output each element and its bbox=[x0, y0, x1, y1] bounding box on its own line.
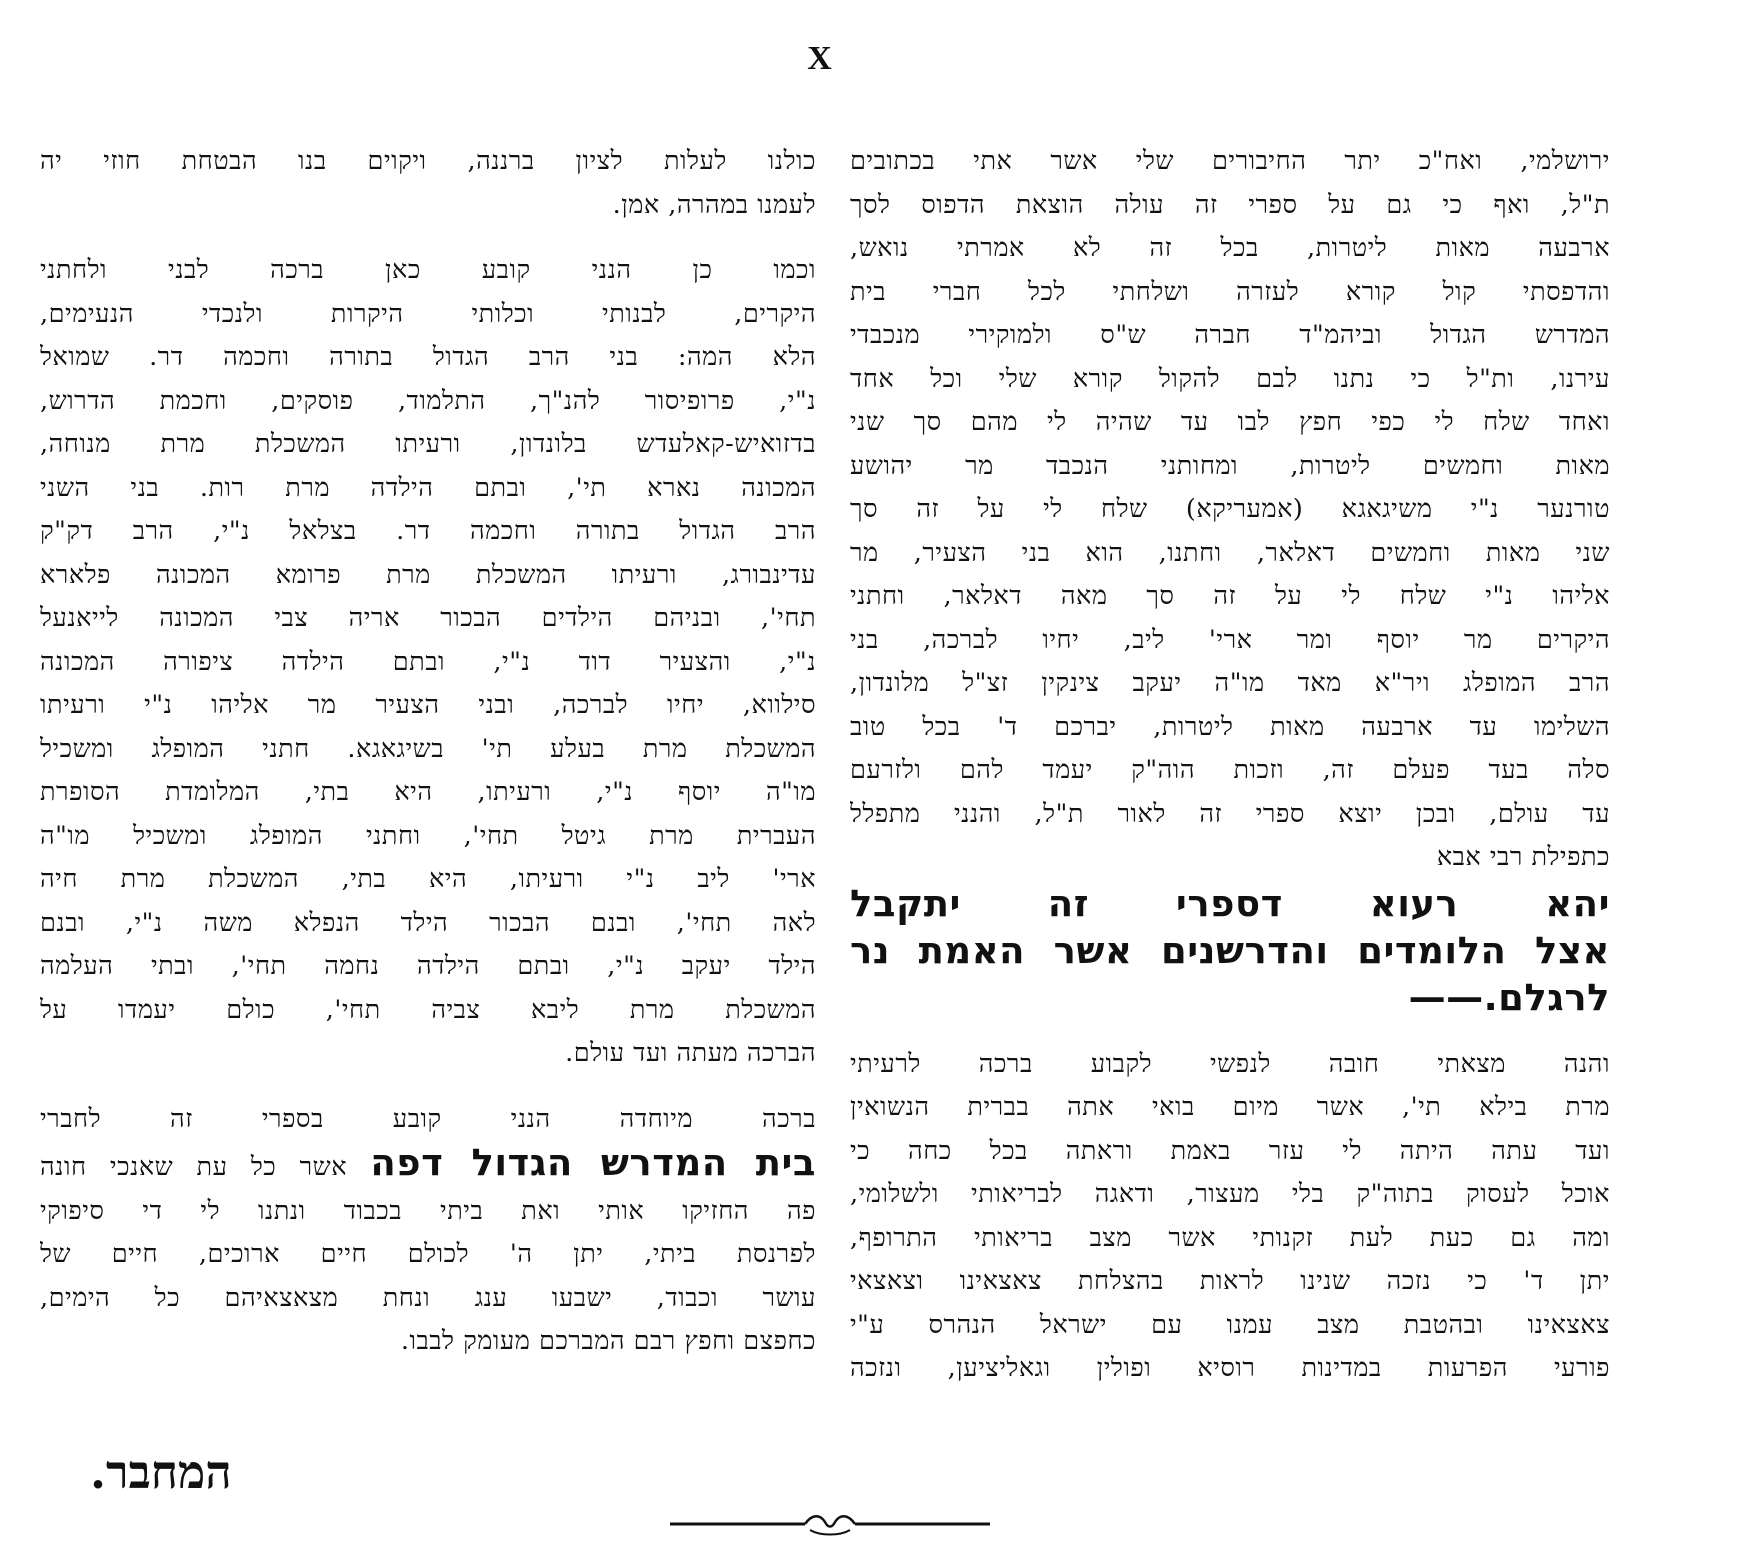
left-column bbox=[40, 140, 816, 1386]
text-line: מרת בילא תי', אשר מיום בואי אתה בברית הנשואין bbox=[850, 1092, 1610, 1122]
author-signature: המחבר. bbox=[90, 1445, 232, 1499]
text-line: הרב הגדול בתורה וחכמה דר. בצלאל נ"י, הרב דק"ק bbox=[40, 516, 816, 546]
text-line: המשכלת מרת ליבא צביה תחי', כולם יעמדו על bbox=[40, 994, 816, 1025]
text-line: פה החזיקו אותי ואת ביתי בכבוד ונתנו לי די סיפוקי bbox=[40, 1195, 816, 1226]
text-line: ארבעה מאות ליטרות, בכל זה לא אמרתי נואש, bbox=[850, 233, 1610, 263]
text-line: לאה תחי', ובנם הבכור הילד הנפלא משה נ"י, ובנם bbox=[40, 907, 816, 938]
right-column bbox=[850, 140, 1610, 1413]
text-line: היקרים, לבנותי וכלותי היקרות ולנכדי הנעימים, bbox=[40, 298, 816, 329]
text-line: סלה בעד פעלם זה, וזכות הוה"ק יעמד להם ולזרעם bbox=[850, 755, 1610, 785]
text-line: ירושלמי, ואח"כ יתר החיבורים שלי אשר אתי בכתובים bbox=[850, 146, 1610, 176]
text-line: עושר וכבוד, ישבעו ענג ונחת מצאצאיהם כל הימים, bbox=[40, 1282, 816, 1313]
left-paragraph-2 bbox=[40, 249, 816, 1076]
ornament-divider-icon bbox=[670, 1510, 990, 1540]
text-line: סילווא, יחיו לברכה, ובני הצעיר מר אליהו נ"י ורעיתו bbox=[40, 690, 816, 720]
text-line: כחפצם וחפץ רבם המברכם מעומק לבבו. bbox=[400, 1326, 816, 1356]
text-line: עדינבורג, ורעיתו המשכלת מרת פרומא המכונה פלארא bbox=[40, 559, 816, 590]
text-line: מאות וחמשים ליטרות, ומחותני הנכבד מר יהושע bbox=[850, 450, 1610, 481]
text-line: צאצאינו ובהטבת מצב עמנו עם ישראל הנהרס ע"י bbox=[850, 1309, 1610, 1340]
emphasized-line: אצל הלומדים והדרשנים אשר האמת נר bbox=[850, 928, 1610, 972]
text-line: הרב המופלג ויר"א מאד מו"ה יעקב צינקין זצ"ל מלונדון, bbox=[850, 668, 1610, 698]
text-line: השלימו עד ארבעה מאות ליטרות, יברכם ד' בכל טוב bbox=[850, 711, 1610, 742]
text-line: ואחד שלח לי כפי חפץ לבו עד שהיה לי מהם סך שני bbox=[850, 407, 1610, 437]
text-line: עד עולם, ובכן יוצא ספרי זה לאור ת"ל, והנני מתפלל bbox=[850, 798, 1610, 829]
text-line: מו"ה יוסף נ"י, ורעיתו, היא בתי, המלומדת הסופרת bbox=[40, 777, 816, 807]
text-line: ועד עתה היתה לי עזר באמת וראתה בכל כחה כי bbox=[850, 1135, 1610, 1166]
text-line: שני מאות וחמשים דאלאר, וחתנו, הוא בני הצעיר, מר bbox=[850, 537, 1610, 568]
emphasized-phrase: בית המדרש הגדול דפה bbox=[370, 1141, 816, 1184]
text-line: העברית מרת גיטל תחי', וחתני המופלג ומשכיל מו"ה bbox=[40, 820, 816, 851]
text-line: בדזואיש-קאלעדש בלונדון, ורעיתו המשכלת מרת מנוחה, bbox=[40, 429, 816, 459]
text-line: יתן ד' כי נזכה שנינו לראות בהצלחת צאצאינו וצאצאי bbox=[850, 1266, 1610, 1296]
text-line: הילד יעקב נ"י, ובתם הילדה נחמה תחי', ובתי העלמה bbox=[40, 951, 816, 981]
text-line: כתפילת רבי אבא bbox=[1436, 842, 1610, 872]
text-line: ארי' ליב נ"י ורעיתו, היא בתי, המשכלת מרת חיה bbox=[40, 864, 816, 894]
text-line: לעמנו במהרה, אמן. bbox=[612, 189, 816, 220]
text-line: נ"י, פרופיסור להנ"ך, התלמוד, פוסקים, וחכמת הדרוש, bbox=[40, 385, 816, 416]
text-line: תחי', ובניהם הילדים הבכור אריה צבי המכונה לייאנעל bbox=[40, 603, 816, 633]
text-line: ת"ל, ואף כי גם על ספרי זה עולה הוצאת הדפוס לסך bbox=[850, 189, 1610, 220]
text-line: וכמו כן הנני קובע כאן ברכה לבני ולחתני bbox=[40, 255, 816, 285]
text-line: והנה מצאתי חובה לנפשי לקבוע ברכה לרעיתי bbox=[850, 1048, 1610, 1079]
right-paragraph-1 bbox=[850, 140, 1610, 1021]
mixed-line bbox=[40, 1141, 816, 1190]
text-line: אוכל לעסוק בתוה"ק בלי מעצור, ודאגה לבריאותי ולשלומי, bbox=[850, 1179, 1610, 1209]
text-line: המשכלת מרת בעלע תי' בשיגאגא. חתני המופלג ומשכיל bbox=[40, 733, 816, 764]
text-line: נ"י, והצעיר דוד נ"י, ובתם הילדה ציפורה המכונה bbox=[40, 646, 816, 677]
text-line: עירנו, ות"ל כי נתנו לבם להקול קורא שלי וכל אחד bbox=[850, 363, 1610, 394]
text-line: המכונה נארא תי', ובתם הילדה מרת רות. בני השני bbox=[40, 472, 816, 503]
text-line: אליהו נ"י שלח לי על זה סך מאה דאלאר, וחתני bbox=[850, 581, 1610, 611]
left-paragraph-3 bbox=[40, 1098, 816, 1364]
text-line: טורנער נ"י משיגאגא (אמעריקא) שלח לי על זה סך bbox=[850, 494, 1610, 524]
emphasized-line: לרגלם.—— bbox=[1408, 975, 1610, 1019]
text-line: ברכה מיוחדה הנני קובע בספרי זה לחברי bbox=[40, 1103, 816, 1134]
text-line: והדפסתי קול קורא לעזרה ושלחתי לכל חברי בית bbox=[850, 276, 1610, 307]
emphasized-line: יהא רעוא דספרי זה יתקבל bbox=[850, 881, 1610, 925]
text-line: כולנו לעלות לציון ברננה, ויקוים בנו הבטחת חוזי יה bbox=[40, 146, 816, 176]
page-number: X bbox=[807, 40, 833, 77]
text-line: הברכה מעתה ועד עולם. bbox=[565, 1038, 816, 1068]
text-line: לפרנסת ביתי, יתן ה' לכולם חיים ארוכים, חיים של bbox=[40, 1239, 816, 1269]
text-line: הלא המה: בני הרב הגדול בתורה וחכמה דר. שמואל bbox=[40, 342, 816, 372]
text-fragment: אשר כל עת שאנכי חונה bbox=[40, 1152, 347, 1182]
text-line: היקרים מר יוסף ומר ארי' ליב, יחיו לברכה, בני bbox=[850, 624, 1610, 655]
right-paragraph-2 bbox=[850, 1043, 1610, 1391]
text-line: ומה גם כעת לעת זקנותי אשר מצב בריאותי התרופף, bbox=[850, 1222, 1610, 1253]
text-line: המדרש הגדול וביהמ"ד חברה ש"ס ולמוקירי מנכבדי bbox=[850, 320, 1610, 350]
text-line: פורעי הפרעות במדינות רוסיא ופולין וגאליציען, ונזכה bbox=[850, 1353, 1610, 1383]
left-paragraph-1 bbox=[40, 140, 816, 227]
